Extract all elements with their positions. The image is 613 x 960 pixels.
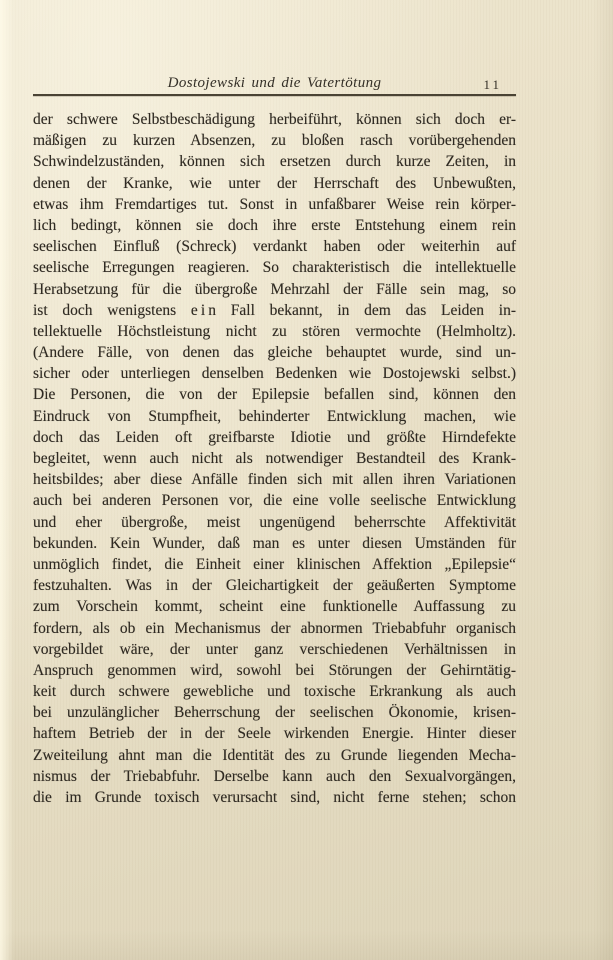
text-line: der schwere Selbstbeschädigung herbeiführt, können sich doch er- bbox=[33, 111, 516, 128]
body-text bbox=[33, 109, 516, 808]
text-line: Anspruch genommen wird, sowohl bei Störungen der Gehirntätig- bbox=[33, 661, 516, 679]
text-line: doch das Leiden oft greifbarste Idiotie und größte Hirndefekte bbox=[33, 428, 516, 446]
text-line: auch bei anderen Personen vor, die eine volle seelische Entwicklung bbox=[33, 492, 516, 510]
text-line: vorgebildet wäre, der unter ganz verschiedenen Verhältnissen in bbox=[33, 640, 516, 658]
text-line: keit durch schwere gewebliche und toxische Erkrankung als auch bbox=[33, 683, 516, 701]
text-line: begleitet, wenn auch nicht als notwendiger Bestandteil des Krank- bbox=[33, 450, 516, 467]
text-line: Zweiteilung ahnt man die Identität des zu Grunde liegenden Mecha- bbox=[33, 746, 516, 764]
text-line: fordern, als ob ein Mechanismus der abnormen Triebabfuhr organisch bbox=[33, 619, 516, 637]
text-column bbox=[33, 0, 516, 808]
text-line: nismus der Triebabfuhr. Derselbe kann auch den Sexualvorgängen, bbox=[33, 767, 516, 785]
text-line: etwas ihm Fremdartiges tut. Sonst in unfaßbarer Weise rein körper- bbox=[33, 195, 516, 213]
text-line: die im Grunde toxisch verursacht sind, nicht ferne stehen; schon bbox=[33, 789, 516, 806]
text-line: bei unzulänglicher Beherrschung der seelischen Ökonomie, krisen- bbox=[33, 704, 516, 722]
text-line: heitsbildes; aber diese Anfälle finden sich mit allen ihren Variationen bbox=[33, 471, 516, 489]
text-line: lich bedingt, können sie doch ihre erste Entstehung einem rein bbox=[33, 216, 516, 234]
text-line: seelischen Einfluß (Schreck) verdankt haben oder weiterhin auf bbox=[33, 238, 516, 256]
header-rule bbox=[33, 94, 516, 96]
text-line: unmöglich findet, die Einheit einer klinischen Affektion „Epilepsie“ bbox=[33, 555, 516, 573]
text-line: sicher oder unterliegen denselben Bedenken wie Dostojewski selbst.) bbox=[33, 365, 516, 383]
page-number: 11 bbox=[483, 77, 502, 92]
text-line: denen der Kranke, wie unter der Herrschaft des Unbewußten, bbox=[33, 174, 516, 192]
text-line: Die Personen, die von der Epilepsie befallen sind, können den bbox=[33, 386, 516, 404]
text-line: haftem Betrieb der in der Seele wirkenden Energie. Hinter dieser bbox=[33, 725, 516, 743]
text-line: seelische Erregungen reagieren. So charakteristisch die intellektuelle bbox=[33, 259, 516, 277]
running-header-title: Dostojewski und die Vatertötung bbox=[167, 75, 382, 91]
text-line: tellektuelle Höchstleistung nicht zu stören vermochte (Helmholtz). bbox=[33, 322, 516, 340]
text-line: mäßigen zu kurzen Absenzen, zu bloßen rasch vorübergehenden bbox=[33, 132, 516, 150]
running-header bbox=[33, 75, 516, 92]
text-line: festzuhalten. Was in der Gleichartigkeit der geäußerten Symptome bbox=[33, 577, 516, 595]
text-line: Eindruck von Stumpfheit, behinderter Entwicklung machen, wie bbox=[33, 407, 516, 425]
text-line: bekunden. Kein Wunder, daß man es unter diesen Umständen für bbox=[33, 534, 516, 552]
text-line: ist doch wenigstens e i n Fall bekannt, in dem das Leiden in- bbox=[33, 301, 516, 319]
text-line: (Andere Fälle, von denen das gleiche behauptet wurde, sind un- bbox=[33, 344, 516, 362]
text-line: Schwindelzuständen, können sich ersetzen durch kurze Zeiten, in bbox=[33, 153, 516, 171]
text-line: und eher übergroße, meist ungenügend beherrschte Affektivität bbox=[33, 513, 516, 531]
text-line: zum Vorschein kommt, scheint eine funktionelle Auffassung zu bbox=[33, 598, 516, 616]
text-line: Herabsetzung für die übergroße Mehrzahl der Fälle sein mag, so bbox=[33, 280, 516, 298]
